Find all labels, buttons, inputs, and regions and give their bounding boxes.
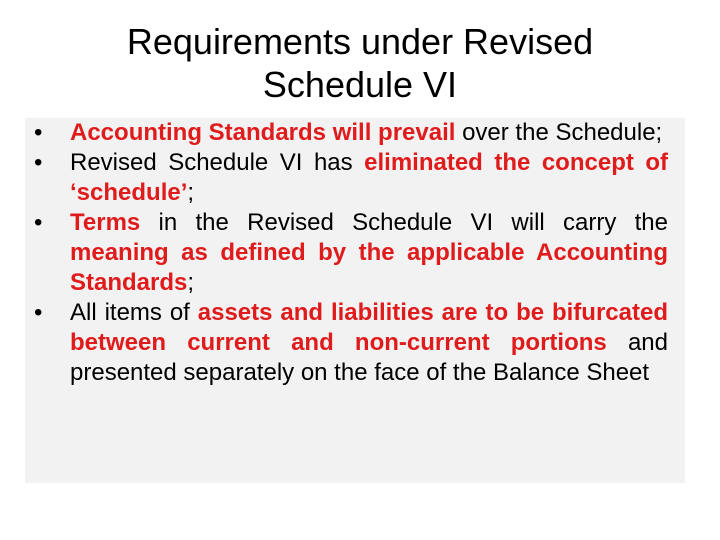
slide-title: [60, 20, 660, 106]
bullet-item: [30, 298, 668, 388]
bullet-1-highlight: Accounting Standards will prevail: [70, 119, 456, 146]
bullet-item: [30, 148, 668, 208]
bullet-1-text: over the Schedule;: [455, 119, 663, 146]
slide-title-line-1: Requirements under Revised: [126, 21, 594, 62]
bullet-dot-icon: •: [34, 209, 43, 236]
bullet-item: [30, 208, 668, 298]
bullet-3-text-b: ;: [187, 269, 195, 296]
bullet-item: [30, 118, 668, 148]
bullet-4-text-a: All items of: [70, 299, 198, 326]
bullet-dot-icon: •: [34, 299, 43, 326]
bullet-3-highlight-b: meaning as defined by the applicable Accounting Standards: [70, 239, 668, 296]
bullet-dot-icon: •: [34, 119, 43, 146]
bullet-4-highlight: assets and liabilities are to be bifurcated between current and non-current portions: [70, 299, 668, 356]
bullet-2-text-a: Revised Schedule VI has: [70, 149, 365, 176]
bullet-list: [30, 118, 668, 388]
bullet-dot-icon: •: [34, 149, 43, 176]
bullet-3-text-a: in the Revised Schedule VI will carry the: [140, 209, 668, 236]
bullet-4-text-b: and presented separately on the face of the Balance Sheet: [70, 329, 668, 386]
bullet-2-highlight: eliminated the concept of ‘schedule’: [70, 149, 668, 206]
bullet-3-highlight-a: Terms: [70, 209, 141, 236]
bullet-2-text-b: ;: [187, 179, 195, 206]
slide-title-line-2: Schedule VI: [262, 64, 458, 105]
